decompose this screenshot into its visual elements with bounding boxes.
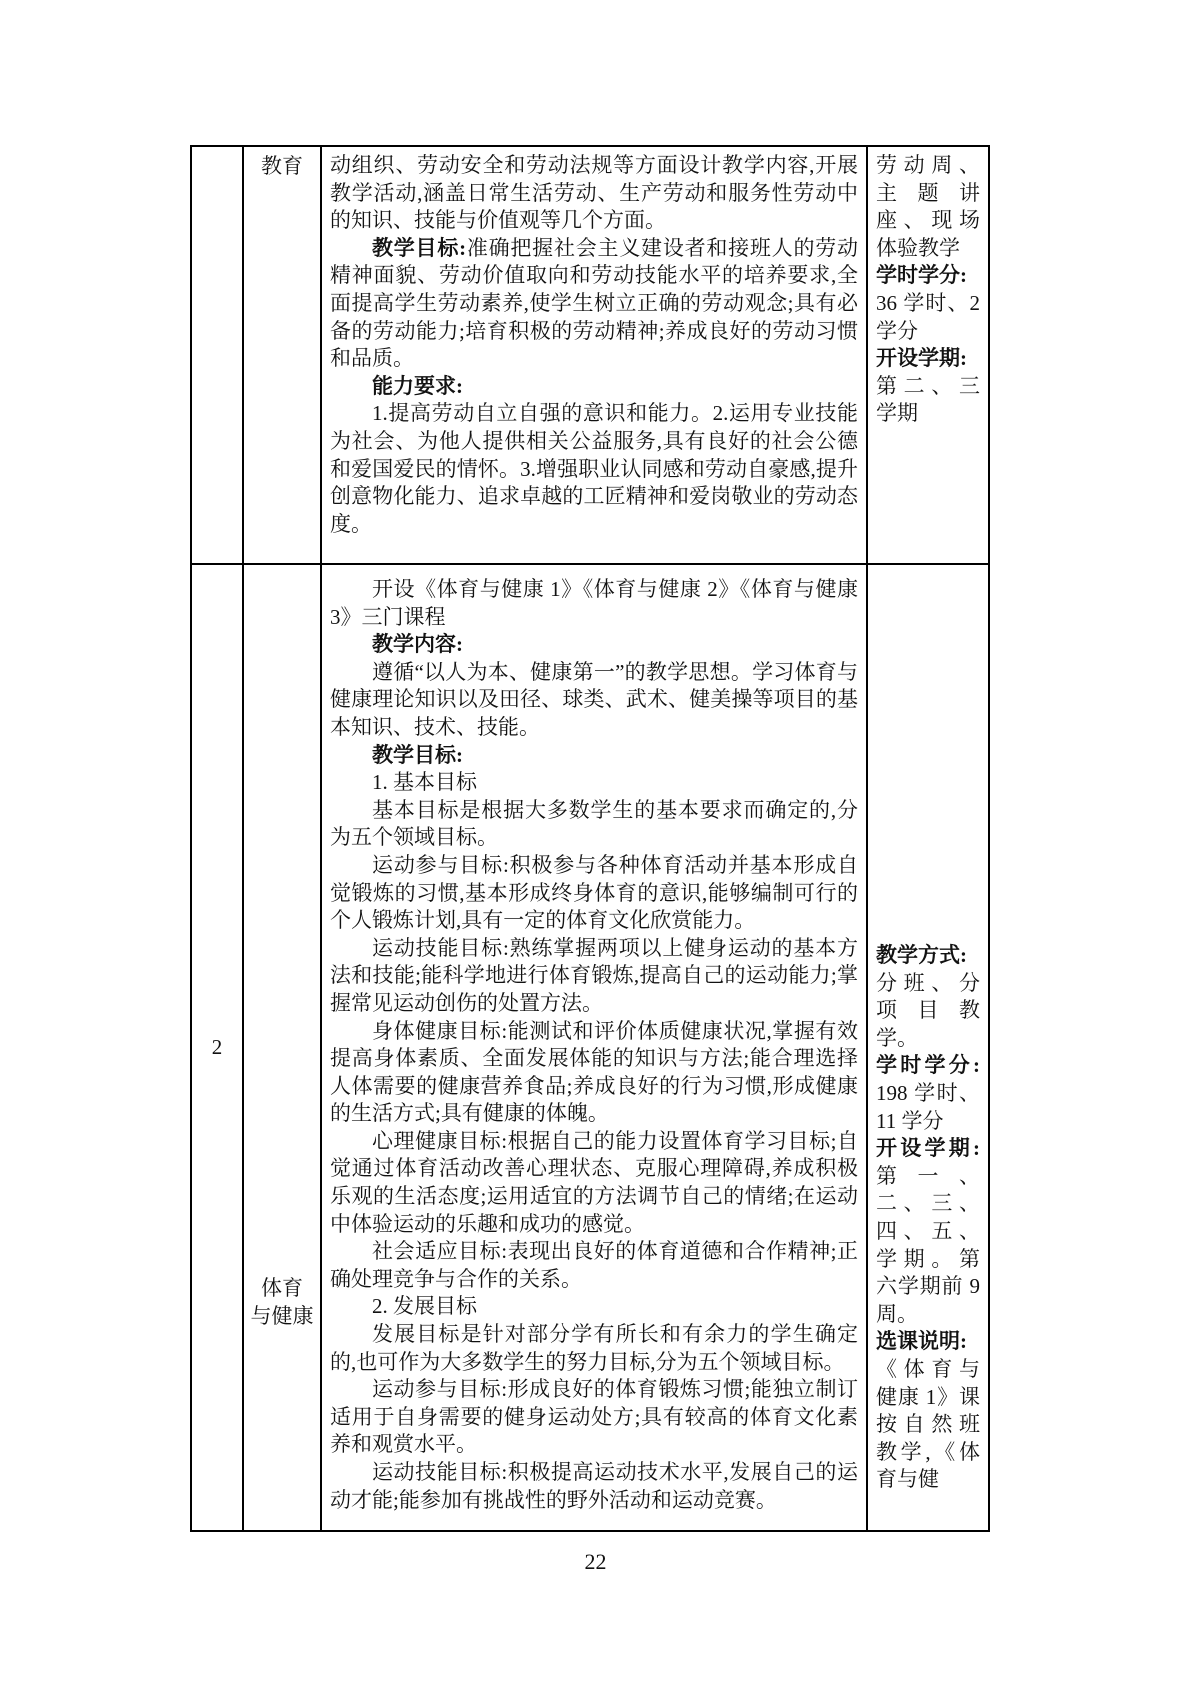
development-goal-intro: 发展目标是针对部分学有所长和有余力的学生确定的,也可作为大多数学生的努力目标,分为五个领域目标。 [330, 1322, 858, 1374]
dev-skill-goal-paragraph: 运动技能目标:积极提高运动技术水平,发展自己的运动才能;能参加有挑战性的野外活动和运动竞赛。 [330, 1460, 858, 1512]
row-number: 2 [211, 1034, 223, 1059]
credit-hours-text: 198 学时、11 学分 [876, 1080, 980, 1133]
course-name-cell [244, 147, 322, 563]
table-row-pe-health [192, 565, 988, 1530]
course-name-line2: 与健康 [250, 1303, 314, 1328]
semester-label: 开设学期: [876, 1136, 980, 1161]
development-goal-heading: 2. 发展目标 [372, 1294, 477, 1319]
credit-hours-label: 学时学分: [876, 1053, 980, 1078]
teaching-goal-label: 教学目标: [372, 235, 467, 260]
semester-text: 第一、二、三、四、五、学期。第六学期前 9 周。 [876, 1163, 980, 1326]
teaching-goal-text: 准确把握社会主义建设者和接班人的劳动精神面貌、劳动价值取向和劳动技能水平的培养要求,全面提高学生劳动素养,使学生树立正确的劳动观念;具有必备的劳动能力;培育积极的劳动精神;养成良好的劳动习惯和品质。 [330, 235, 859, 371]
course-notes-cell [868, 565, 988, 1530]
semester-text: 第二、三学期 [876, 373, 980, 426]
course-description-cell [322, 147, 868, 563]
basic-goal-intro: 基本目标是根据大多数学生的基本要求而确定的,分为五个领域目标。 [330, 797, 858, 850]
social-adaptation-goal-paragraph: 社会适应目标:表现出良好的体育道德和合作精神;正确处理竞争与合作的关系。 [330, 1239, 858, 1291]
courses-offered-paragraph: 开设《体育与健康 1》《体育与健康 2》《体育与健康 3》三门课程 [330, 577, 858, 629]
physical-health-goal-paragraph: 身体健康目标:能测试和评价体质健康状况,掌握有效提高身体素质、全面发展体能的知识与方法;能合理选择人体需要的健康营养食品;养成良好的行为习惯,形成健康的生活方式;具有健康的体魄。 [330, 1018, 858, 1126]
teaching-goal-paragraph [330, 235, 858, 373]
ability-requirement-text: 1.提高劳动自立自强的意识和能力。2.运用专业技能为社会、为他人提供相关公益服务,具有良好的社会公德和爱国爱民的情怀。3.增强职业认同感和劳动自豪感,提升创意物化能力、追求卓越的工匠精神和爱岗敬业的劳动态度。 [330, 401, 858, 536]
course-name: 教育 [261, 154, 303, 178]
course-name-line1: 体育 [261, 1276, 303, 1300]
credit-hours-label: 学时学分: [876, 263, 967, 288]
description-paragraph: 动组织、劳动安全和劳动法规等方面设计教学内容,开展教学活动,涵盖日常生活劳动、生产劳动和服务性劳动中的知识、技能与价值观等几个方面。 [330, 153, 858, 233]
teaching-goal-label: 教学目标: [372, 742, 463, 767]
course-selection-label: 选课说明: [876, 1329, 967, 1354]
course-notes-cell [868, 147, 988, 563]
row-number-cell [192, 565, 244, 1530]
dev-participation-goal-paragraph: 运动参与目标:形成良好的体育锻炼习惯;能独立制订适用于自身需要的健身运动处方;具有较高的体育文化素养和观赏水平。 [330, 1377, 858, 1457]
course-name-cell [244, 565, 322, 1530]
ability-requirement-label: 能力要求: [372, 373, 463, 398]
row-number-cell [192, 147, 244, 563]
basic-goal-heading: 1. 基本目标 [372, 770, 477, 795]
credit-hours-text: 36 学时、2 学分 [876, 290, 980, 343]
course-selection-text: 《体育与健康 1》课按自然班教学,《体育与健 [876, 1356, 980, 1492]
course-table [190, 145, 990, 1532]
teaching-content-text: 遵循“以人为本、健康第一”的教学思想。学习体育与健康理论知识以及田径、球类、武术、健美操等项目的基本知识、技术、技能。 [330, 659, 858, 739]
participation-goal-paragraph: 运动参与目标:积极参与各种体育活动并基本形成自觉锻炼的习惯,基本形成终身体育的意识,能够编制可行的个人锻炼计划,具有一定的体育文化欣赏能力。 [330, 852, 858, 933]
teaching-methods-text: 劳动周、主题讲座、现场体验教学 [876, 153, 980, 260]
mental-health-goal-paragraph: 心理健康目标:根据自己的能力设置体育学习目标;自觉通过体育活动改善心理状态、克服心理障碍,养成积极乐观的生活态度;运用适宜的方法调节自己的情绪;在运动中体验运动的乐趣和成功的感觉。 [330, 1128, 858, 1236]
teaching-method-label: 教学方式: [876, 943, 967, 967]
skill-goal-paragraph: 运动技能目标:熟练掌握两项以上健身运动的基本方法和技能;能科学地进行体育锻炼,提高自己的运动能力;掌握常见运动创伤的处置方法。 [330, 935, 858, 1015]
teaching-content-label: 教学内容: [372, 632, 463, 657]
semester-paragraph [876, 1135, 980, 1328]
table-row-labor-education [192, 147, 988, 565]
page-number: 22 [584, 1549, 607, 1574]
course-description-cell [322, 565, 868, 1530]
semester-label: 开设学期: [876, 346, 967, 371]
credit-hours-paragraph [876, 1052, 980, 1135]
teaching-method-text: 分班、分项目教学。 [876, 970, 980, 1050]
